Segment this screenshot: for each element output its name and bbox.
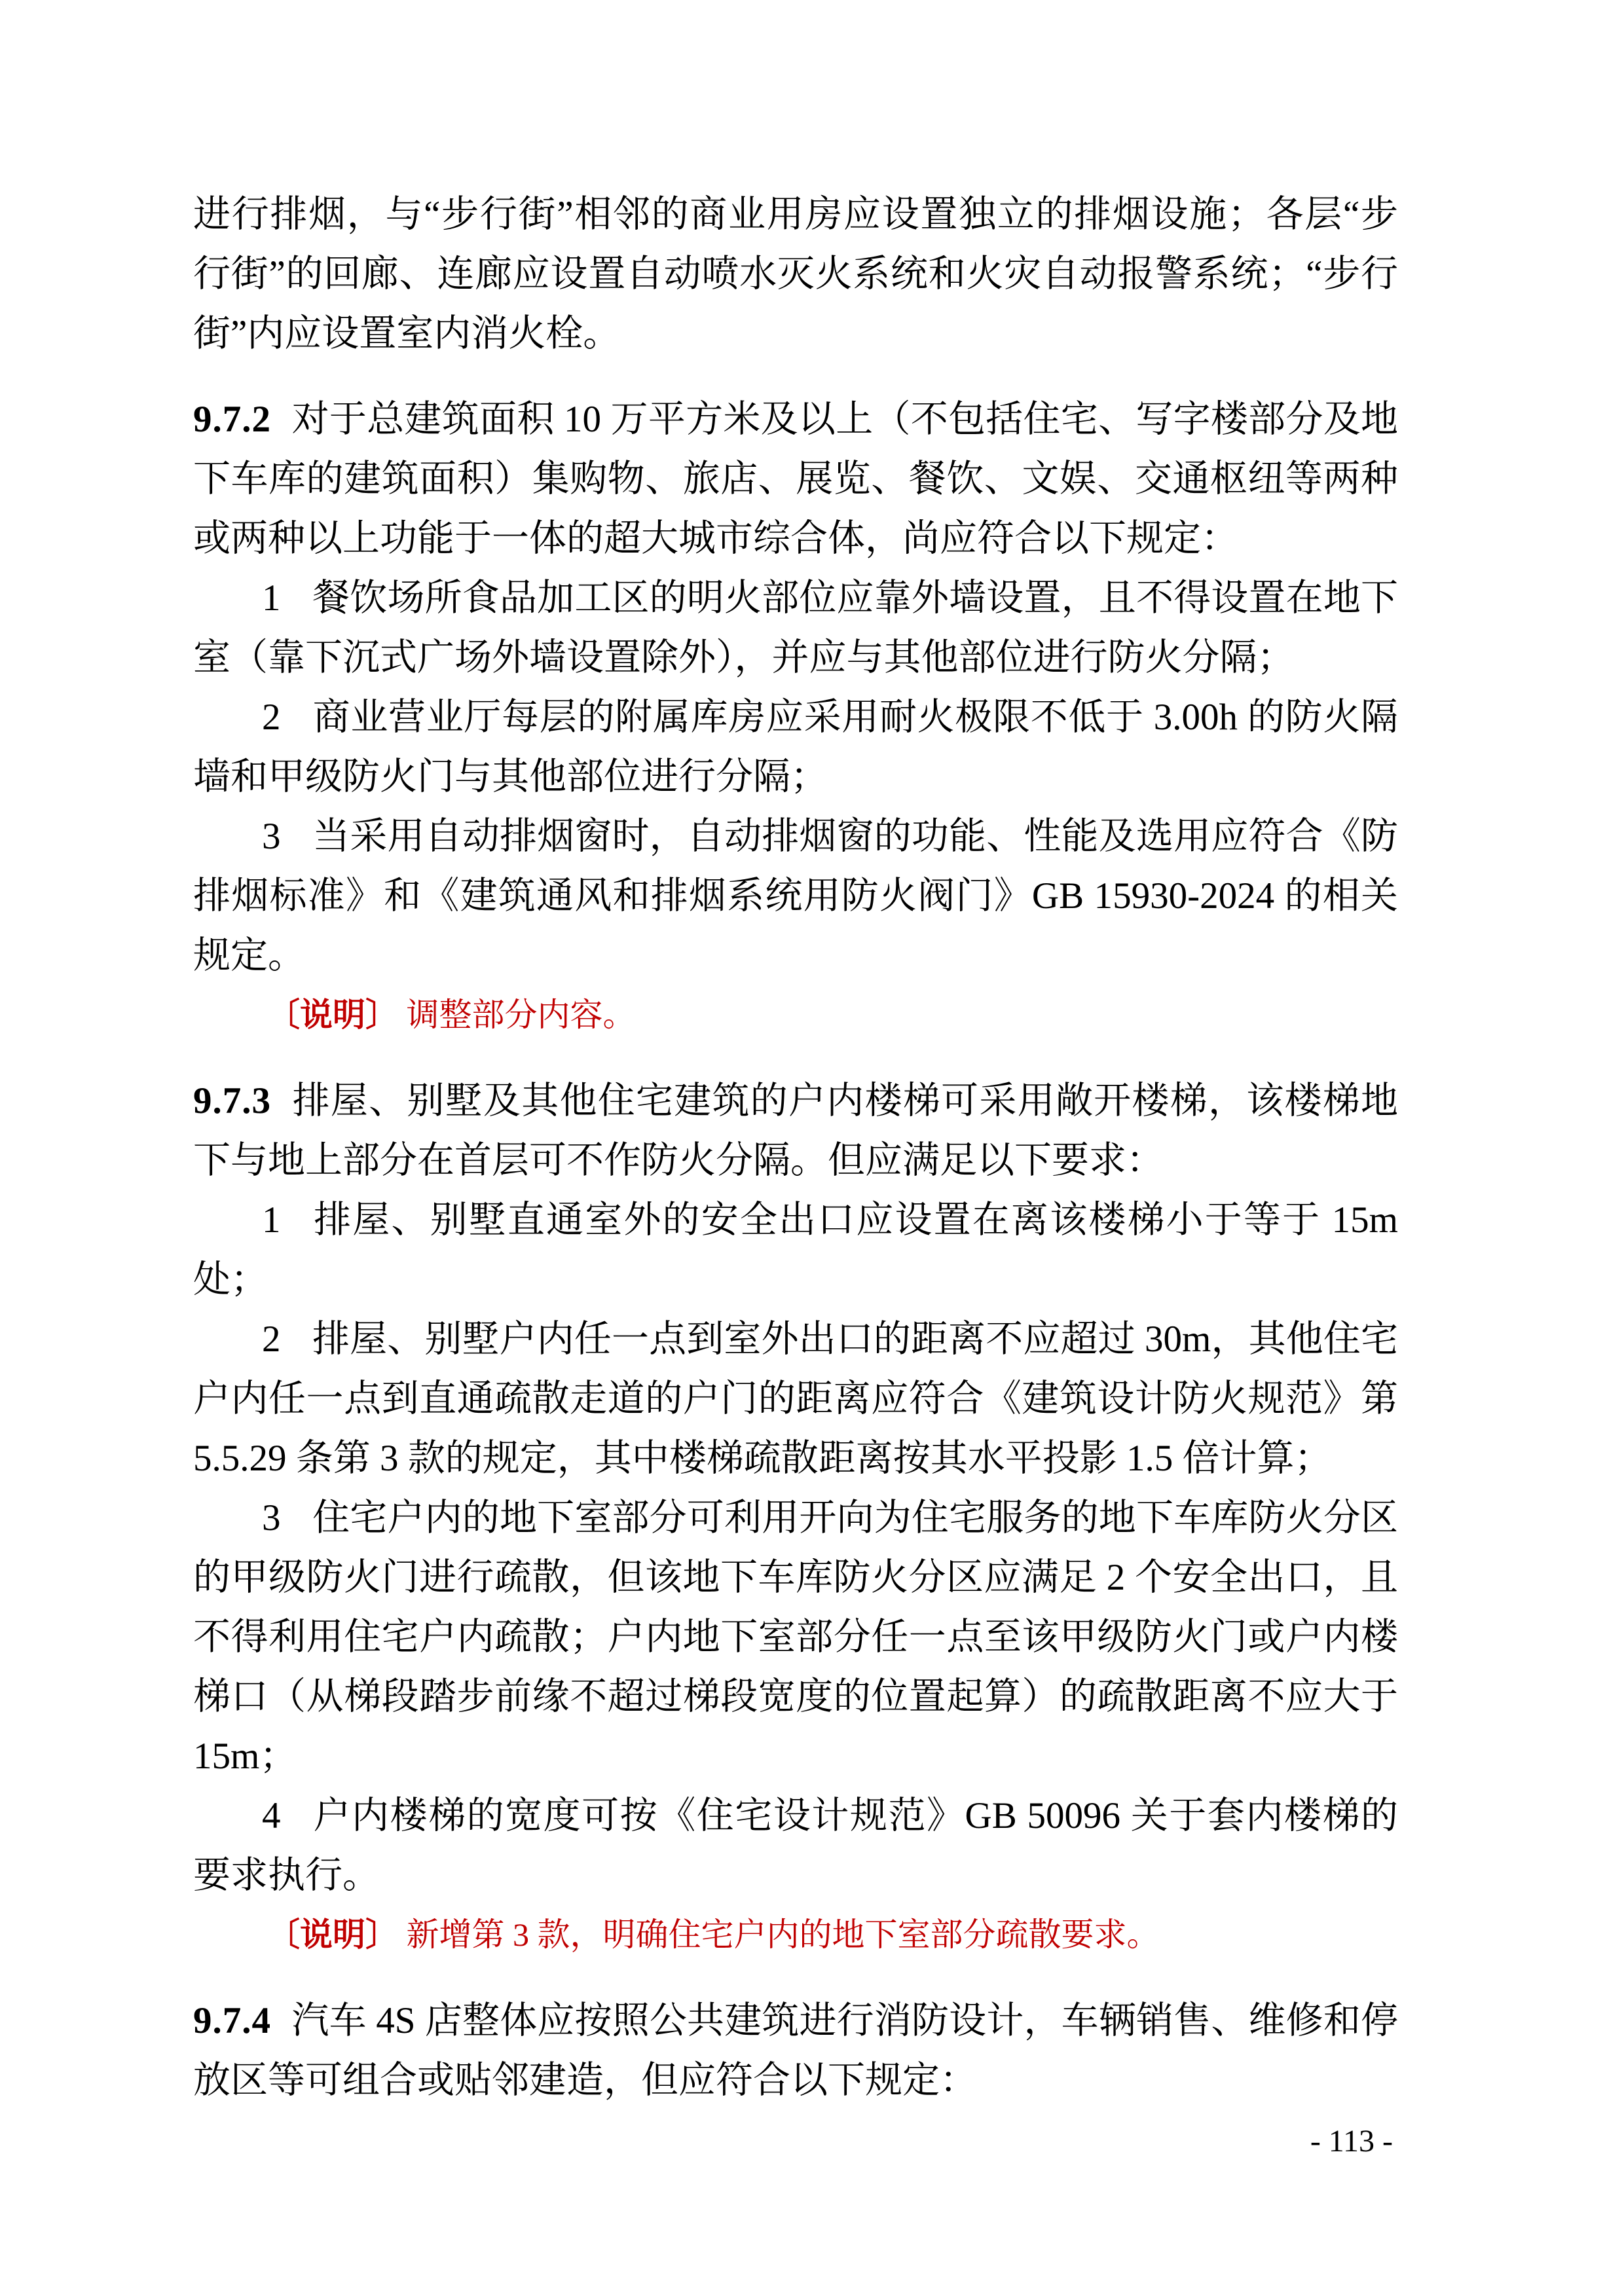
paragraph-text: 对于总建筑面积 10 万平方米及以上（不包括住宅、写字楼部分及地下车库的建筑面积）集购物、旅店、展览、餐饮、文娱、交通枢纽等两种或两种以上功能于一体的超大城市综合体，尚应符合以下规定： xyxy=(193,399,1398,559)
item-paragraph xyxy=(193,687,1398,807)
section-number: 9.7.2 xyxy=(193,399,271,440)
item-number: 2 xyxy=(262,1319,281,1360)
item-number: 1 xyxy=(262,1199,281,1241)
item-paragraph xyxy=(193,807,1398,985)
paragraph-text: 排屋、别墅户内任一点到室外出口的距离不应超过 30m，其他住宅户内任一点到直通疏散走道的户门的距离应符合《建筑设计防火规范》第 5.5.29 条第 3 款的规定，其中楼梯疏散距离按其水平投影 1.5 倍计算； xyxy=(193,1319,1398,1479)
section-paragraph xyxy=(193,390,1398,568)
item-number: 4 xyxy=(262,1795,281,1836)
item-number: 2 xyxy=(262,697,281,738)
paragraph-text: 餐饮场所食品加工区的明火部位应靠外墙设置，且不得设置在地下室（靠下沉式广场外墙设置除外），并应与其他部位进行防火分隔； xyxy=(193,577,1398,678)
paragraph-text: 住宅户内的地下室部分可利用开向为住宅服务的地下车库防火分区的甲级防火门进行疏散，但该地下车库防火分区应满足 2 个安全出口，且不得利用住宅户内疏散；户内地下室部分任一点至该甲级防火门或户内楼梯口（从梯段踏步前缘不超过梯段宽度的位置起算）的疏散距离不应大于 15m； xyxy=(193,1497,1398,1777)
note-paragraph xyxy=(193,985,1398,1045)
item-number: 1 xyxy=(262,577,281,619)
note-paragraph xyxy=(193,1905,1398,1965)
paragraph-text: 调整部分内容。 xyxy=(406,996,636,1033)
item-paragraph xyxy=(193,568,1398,687)
item-paragraph xyxy=(193,1190,1398,1309)
paragraph-text: 商业营业厅每层的附属库房应采用耐火极限不低于 3.00h 的防火隔墙和甲级防火门与其他部位进行分隔； xyxy=(193,697,1398,797)
item-paragraph xyxy=(193,1786,1398,1905)
paragraph-text: 新增第 3 款，明确住宅户内的地下室部分疏散要求。 xyxy=(406,1916,1160,1953)
paragraph-text: 排屋、别墅及其他住宅建筑的户内楼梯可采用敞开楼梯，该楼梯地下与地上部分在首层可不作防火分隔。但应满足以下要求： xyxy=(193,1080,1398,1181)
note-label: 〔说明〕 xyxy=(267,1916,398,1953)
paragraph-text: 排屋、别墅直通室外的安全出口应设置在离该楼梯小于等于 15m 处； xyxy=(193,1199,1398,1300)
paragraph-text: 汽车 4S 店整体应按照公共建筑进行消防设计，车辆销售、维修和停放区等可组合或贴邻建造，但应符合以下规定： xyxy=(193,2000,1398,2101)
section-paragraph xyxy=(193,1991,1398,2110)
section-number: 9.7.4 xyxy=(193,2000,271,2041)
item-number: 3 xyxy=(262,1497,281,1539)
note-label: 〔说明〕 xyxy=(267,996,398,1033)
page-number: - 113 - xyxy=(1310,2124,1393,2159)
item-paragraph xyxy=(193,1488,1398,1786)
paragraph-text: 当采用自动排烟窗时，自动排烟窗的功能、性能及选用应符合《防排烟标准》和《建筑通风和排烟系统用防火阀门》GB 15930-2024 的相关规定。 xyxy=(193,816,1398,976)
item-paragraph xyxy=(193,1309,1398,1488)
item-number: 3 xyxy=(262,816,281,857)
paragraph-text: 户内楼梯的宽度可按《住宅设计规范》GB 50096 关于套内楼梯的要求执行。 xyxy=(193,1795,1398,1896)
section-number: 9.7.3 xyxy=(193,1080,271,1121)
continuation-paragraph xyxy=(193,185,1398,363)
page-content xyxy=(193,185,1398,2110)
paragraph-text: 进行排烟，与“步行街”相邻的商业用房应设置独立的排烟设施；各层“步行街”的回廊、连廊应设置自动喷水灭火系统和火灾自动报警系统；“步行街”内应设置室内消火栓。 xyxy=(193,194,1398,354)
section-paragraph xyxy=(193,1071,1398,1190)
